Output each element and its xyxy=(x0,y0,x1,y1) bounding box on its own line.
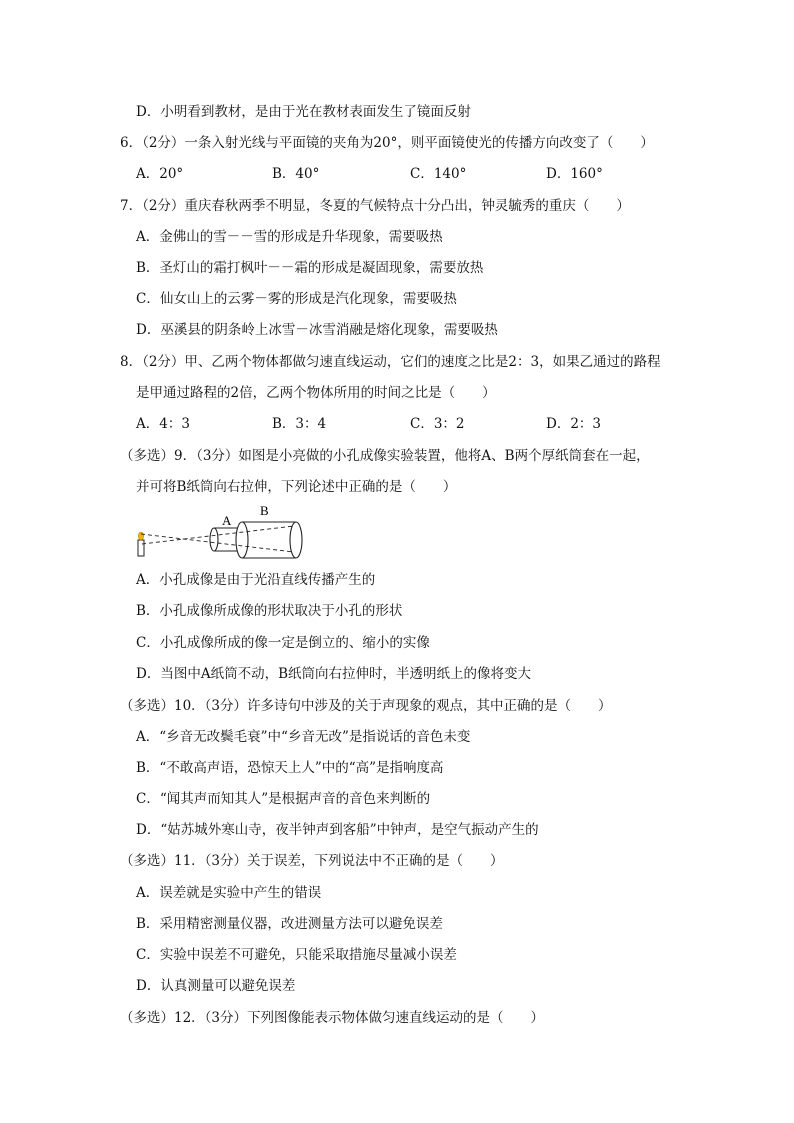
q6-option-c: C．140° xyxy=(410,166,467,182)
q8-options xyxy=(0,415,794,433)
q11-option-d: D．认真测量可以避免误差 xyxy=(136,978,296,994)
q7-option-a: A．金佛山的雪－－雪的形成是升华现象，需要吸热 xyxy=(136,229,443,245)
candle-flame xyxy=(138,532,143,540)
q8-option-a: A．4：3 xyxy=(136,416,190,432)
q8-option-b: B．3：4 xyxy=(272,416,327,432)
q9-option-c: C．小孔成像所成的像一定是倒立的、缩小的实像 xyxy=(136,635,430,651)
q8-option-d: D．2：3 xyxy=(546,416,602,432)
q10-option-c: C．“闻其声而知其人”是根据声音的音色来判断的 xyxy=(136,791,431,807)
q6-stem: 6．（2分）一条入射光线与平面镜的夹角为20°，则平面镜使光的传播方向改变了（ ） xyxy=(120,135,654,151)
tube-b-label: B xyxy=(260,503,269,518)
q9-option-d: D．当图中A纸筒不动，B纸筒向右拉伸时，半透明纸上的像将变大 xyxy=(136,666,531,682)
tube-a-front xyxy=(210,528,218,551)
q10-option-b: B．“不敢高声语，恐惊天上人”中的“高”是指响度高 xyxy=(136,760,444,776)
q8-stem-line1: 8．（2分）甲、乙两个物体都做匀速直线运动，它们的速度之比是2：3，如果乙通过的路程 xyxy=(120,354,661,370)
candle xyxy=(138,540,144,556)
q9-stem-line1: （多选）9．（3分）如图是小亮做的小孔成像实验装置，他将A、B两个厚纸筒套在一起， xyxy=(120,448,650,464)
tube-b-left xyxy=(236,522,248,558)
q6-option-b: B．40° xyxy=(272,166,320,182)
q6-options xyxy=(0,165,794,183)
q10-option-d: D．“姑苏城外寒山寺，夜半钟声到客船”中钟声，是空气振动产生的 xyxy=(136,822,539,838)
q7-option-c: C．仙女山上的云雾－雾的形成是汽化现象，需要吸热 xyxy=(136,291,457,307)
q8-option-c: C．3：2 xyxy=(410,416,465,432)
q7-stem: 7．（2分）重庆春秋两季不明显，冬夏的气候特点十分凸出，钟灵毓秀的重庆（ ） xyxy=(120,198,630,214)
q6-option-d: D．160° xyxy=(546,166,603,182)
q11-option-c: C．实验中误差不可避免，只能采取措施尽量减小误差 xyxy=(136,947,457,963)
q12-stem: （多选）12．（3分）下列图像能表示物体做匀速直线运动的是（ ） xyxy=(120,1010,545,1026)
tube-b xyxy=(242,522,296,558)
q6-option-a: A．20° xyxy=(136,166,184,182)
q9-stem-line2: 并可将B纸筒向右拉伸，下列论述中正确的是（ ） xyxy=(136,479,457,495)
q11-option-a: A．误差就是实验中产生的错误 xyxy=(136,885,322,901)
tube-a-label: A xyxy=(222,513,232,528)
q11-stem: （多选）11．（3分）关于误差，下列说法中不正确的是（ ） xyxy=(120,853,504,869)
q10-stem: （多选）10．（3分）许多诗句中涉及的关于声现象的观点，其中正确的是（ ） xyxy=(120,698,612,714)
q7-option-b: B．圣灯山的霜打枫叶－－霜的形成是凝固现象，需要放热 xyxy=(136,260,484,276)
tube-b-screen xyxy=(290,522,302,558)
q7-option-d: D．巫溪县的阴条岭上冰雪－冰雪消融是熔化现象，需要吸热 xyxy=(136,322,498,338)
q11-option-b: B．采用精密测量仪器，改进测量方法可以避免误差 xyxy=(136,916,443,932)
pinhole-camera-figure xyxy=(136,500,306,562)
q9-option-a: A．小孔成像是由于光沿直线传播产生的 xyxy=(136,572,376,588)
q5-option-d: D．小明看到教材，是由于光在教材表面发生了镜面反射 xyxy=(136,104,471,120)
q10-option-a: A．“乡音无改鬓毛衰”中“乡音无改”是指说话的音色未变 xyxy=(136,729,471,745)
q9-option-b: B．小孔成像所成像的形状取决于小孔的形状 xyxy=(136,603,403,619)
q8-stem-line2: 是甲通过路程的2倍，乙两个物体所用的时间之比是（ ） xyxy=(136,385,496,401)
